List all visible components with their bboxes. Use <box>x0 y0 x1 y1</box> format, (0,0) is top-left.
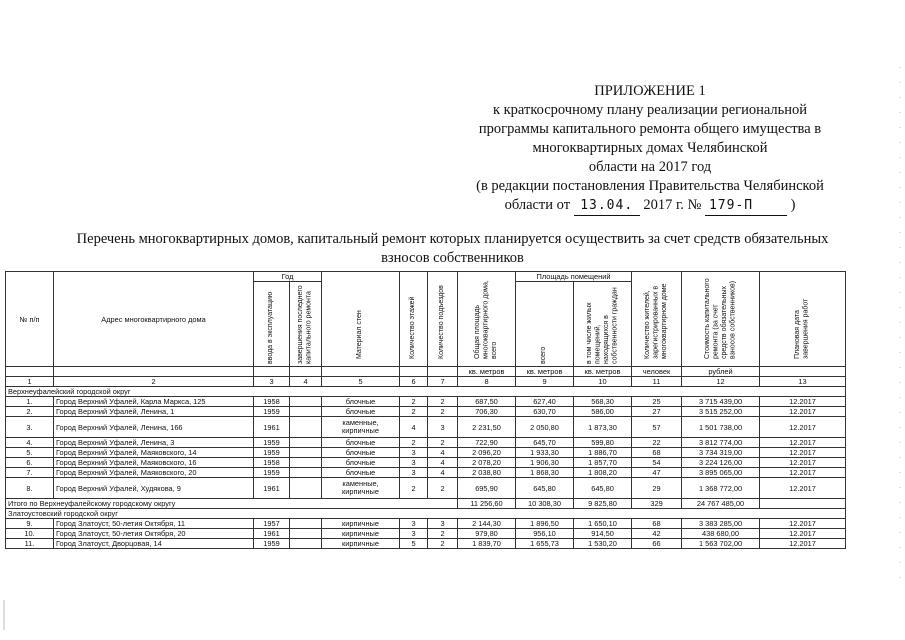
row-residents: 68 <box>632 519 682 529</box>
row-area-total: 2 144,30 <box>458 519 516 529</box>
unit-rubles: рублей <box>682 367 760 377</box>
row-year-built: 1959 <box>254 438 290 448</box>
row-area-all: 627,40 <box>516 397 574 407</box>
row-address: Город Златоуст, Дворцовая, 14 <box>54 539 254 549</box>
col-header-date: Плановая дата завершения работ <box>760 272 846 367</box>
table-row <box>6 478 846 499</box>
row-wall-material: блочные <box>322 448 400 458</box>
row-cost: 3 812 774,00 <box>682 438 760 448</box>
row-year-built: 1961 <box>254 417 290 438</box>
table-row <box>6 458 846 468</box>
row-floors: 3 <box>400 529 428 539</box>
row-address: Город Верхний Уфалей, Ленина, 3 <box>54 438 254 448</box>
row-entrances: 3 <box>428 519 458 529</box>
row-year-repair <box>290 417 322 438</box>
row-year-repair <box>290 468 322 478</box>
row-date: 12.2017 <box>760 539 846 549</box>
row-entrances: 2 <box>428 529 458 539</box>
table-row <box>6 539 846 549</box>
row-area-total: 2 096,20 <box>458 448 516 458</box>
col-group-area: Площадь помещений <box>516 272 632 282</box>
district-name: Златоустовский городской округ <box>6 509 846 519</box>
row-year-repair <box>290 519 322 529</box>
row-date: 12.2017 <box>760 529 846 539</box>
row-address: Город Верхний Уфалей, Маяковского, 20 <box>54 468 254 478</box>
row-cost: 3 734 319,00 <box>682 448 760 458</box>
row-area-all: 645,80 <box>516 478 574 499</box>
row-wall-material: блочные <box>322 458 400 468</box>
row-wall-material: кирпичные <box>322 539 400 549</box>
row-floors: 4 <box>400 417 428 438</box>
row-residents: 27 <box>632 407 682 417</box>
row-year-repair <box>290 529 322 539</box>
row-date: 12.2017 <box>760 438 846 448</box>
row-entrances: 2 <box>428 438 458 448</box>
row-cost: 3 715 439,00 <box>682 397 760 407</box>
row-cost: 1 501 738,00 <box>682 417 760 438</box>
row-entrances: 2 <box>428 478 458 499</box>
row-area-all: 630,70 <box>516 407 574 417</box>
row-floors: 2 <box>400 438 428 448</box>
table-row <box>6 438 846 448</box>
row-floors: 2 <box>400 397 428 407</box>
row-area-resid: 645,80 <box>574 478 632 499</box>
row-residents: 57 <box>632 417 682 438</box>
scan-margin-noise <box>3 600 5 630</box>
row-number: 5. <box>6 448 54 458</box>
row-number: 6. <box>6 458 54 468</box>
row-cost: 3 224 126,00 <box>682 458 760 468</box>
row-residents: 54 <box>632 458 682 468</box>
total-cost: 24 767 485,00 <box>682 499 760 509</box>
appendix-line: к краткосрочному плану реализации региональной <box>492 102 808 118</box>
row-residents: 29 <box>632 478 682 499</box>
row-date: 12.2017 <box>760 458 846 468</box>
unit-people: человек <box>632 367 682 377</box>
houses-table-body <box>6 387 846 549</box>
row-number: 7. <box>6 468 54 478</box>
index-cell: 5 <box>322 377 400 387</box>
row-year-repair <box>290 539 322 549</box>
row-entrances: 2 <box>428 397 458 407</box>
decree-number: 179-П <box>708 198 754 213</box>
row-area-total: 695,90 <box>458 478 516 499</box>
row-year-built: 1959 <box>254 407 290 417</box>
index-cell: 11 <box>632 377 682 387</box>
row-entrances: 2 <box>428 407 458 417</box>
total-label: Итого по Верхнеуфалейскому городскому округу <box>6 499 458 509</box>
appendix-line: многоквартирных домах Челябинской <box>532 140 768 156</box>
row-area-total: 979,80 <box>458 529 516 539</box>
appendix-line: (в редакции постановления Правительства Челябинской <box>476 178 824 194</box>
row-wall-material: блочные <box>322 407 400 417</box>
index-cell: 2 <box>54 377 254 387</box>
row-wall-material: блочные <box>322 397 400 407</box>
row-year-repair <box>290 438 322 448</box>
row-entrances: 4 <box>428 458 458 468</box>
date-suffix: ) <box>790 197 796 213</box>
table-row <box>6 407 846 417</box>
row-number: 9. <box>6 519 54 529</box>
row-area-all: 1 868,30 <box>516 468 574 478</box>
row-date: 12.2017 <box>760 468 846 478</box>
row-date: 12.2017 <box>760 448 846 458</box>
row-date: 12.2017 <box>760 407 846 417</box>
table-row <box>6 448 846 458</box>
index-row <box>6 377 846 387</box>
row-floors: 5 <box>400 539 428 549</box>
row-residents: 42 <box>632 529 682 539</box>
row-cost: 3 383 285,00 <box>682 519 760 529</box>
row-number: 4. <box>6 438 54 448</box>
table-row <box>6 529 846 539</box>
row-area-resid: 1 873,30 <box>574 417 632 438</box>
row-floors: 3 <box>400 458 428 468</box>
list-title-line2: взносов собственников <box>381 250 524 266</box>
row-year-built: 1961 <box>254 529 290 539</box>
col-header-area-total: Общая площадь многоквартирного дома, всего <box>458 272 516 367</box>
col-header-year-repair: завершения последнего капитального ремонта <box>290 282 322 367</box>
row-area-total: 722,90 <box>458 438 516 448</box>
row-entrances: 2 <box>428 539 458 549</box>
col-header-area-resid: в том числе жилых помещений, находящихся в собственности граждан <box>574 282 632 367</box>
row-address: Город Златоуст, 50-летия Октября, 11 <box>54 519 254 529</box>
total-row <box>6 499 846 509</box>
appendix-date-line <box>430 196 870 216</box>
houses-table <box>5 271 846 549</box>
total-area-all: 10 308,30 <box>516 499 574 509</box>
row-number: 1. <box>6 397 54 407</box>
appendix-header <box>430 82 870 216</box>
scan-margin-noise <box>899 60 901 580</box>
unit-area-total: кв. метров <box>458 367 516 377</box>
row-wall-material: каменные, кирпичные <box>322 478 400 499</box>
index-cell: 1 <box>6 377 54 387</box>
row-year-repair <box>290 478 322 499</box>
row-floors: 3 <box>400 468 428 478</box>
row-area-total: 1 839,70 <box>458 539 516 549</box>
unit-area-all: кв. метров <box>516 367 574 377</box>
list-title <box>0 230 905 268</box>
row-area-total: 2 231,50 <box>458 417 516 438</box>
row-area-resid: 1 808,20 <box>574 468 632 478</box>
row-area-total: 2 038,80 <box>458 468 516 478</box>
row-cost: 438 680,00 <box>682 529 760 539</box>
row-area-total: 687,50 <box>458 397 516 407</box>
total-residents: 329 <box>632 499 682 509</box>
appendix-line: области на 2017 год <box>588 159 712 175</box>
row-cost: 3 515 252,00 <box>682 407 760 417</box>
row-address: Город Верхний Уфалей, Худякова, 9 <box>54 478 254 499</box>
row-area-resid: 599,80 <box>574 438 632 448</box>
total-area: 11 256,60 <box>458 499 516 509</box>
row-year-repair <box>290 458 322 468</box>
row-residents: 25 <box>632 397 682 407</box>
col-header-area-all: всего <box>516 282 574 367</box>
index-cell: 12 <box>682 377 760 387</box>
row-number: 11. <box>6 539 54 549</box>
row-address: Город Верхний Уфалей, Маяковского, 16 <box>54 458 254 468</box>
row-residents: 22 <box>632 438 682 448</box>
row-address: Город Златоуст, 50-летия Октября, 20 <box>54 529 254 539</box>
col-header-residents: Количество жителей, зарегистрированных в многоквартирном доме <box>632 272 682 367</box>
row-area-resid: 568,30 <box>574 397 632 407</box>
row-entrances: 4 <box>428 468 458 478</box>
row-wall-material: блочные <box>322 438 400 448</box>
district-name: Верхнеуфалейский городской округ <box>6 387 846 397</box>
row-floors: 3 <box>400 519 428 529</box>
row-date: 12.2017 <box>760 397 846 407</box>
index-cell: 8 <box>458 377 516 387</box>
row-entrances: 3 <box>428 417 458 438</box>
row-cost: 3 895 065,00 <box>682 468 760 478</box>
index-cell: 9 <box>516 377 574 387</box>
row-year-built: 1958 <box>254 397 290 407</box>
row-address: Город Верхний Уфалей, Маяковского, 14 <box>54 448 254 458</box>
row-area-resid: 1 857,70 <box>574 458 632 468</box>
col-header-address: Адрес многоквартирного дома <box>54 272 254 367</box>
col-header-floors: Количество этажей <box>400 272 428 367</box>
index-cell: 4 <box>290 377 322 387</box>
row-area-resid: 1 530,20 <box>574 539 632 549</box>
appendix-title: ПРИЛОЖЕНИЕ 1 <box>594 83 706 99</box>
row-number: 10. <box>6 529 54 539</box>
row-residents: 47 <box>632 468 682 478</box>
col-header-entrances: Количество подъездов <box>428 272 458 367</box>
index-cell: 10 <box>574 377 632 387</box>
table-row <box>6 519 846 529</box>
row-number: 2. <box>6 407 54 417</box>
row-area-total: 706,30 <box>458 407 516 417</box>
row-year-repair <box>290 397 322 407</box>
col-header-wall: Материал стен <box>322 272 400 367</box>
row-area-all: 645,70 <box>516 438 574 448</box>
row-address: Город Верхний Уфалей, Карла Маркса, 125 <box>54 397 254 407</box>
index-cell: 13 <box>760 377 846 387</box>
row-year-built: 1961 <box>254 478 290 499</box>
row-year-built: 1957 <box>254 519 290 529</box>
row-wall-material: кирпичные <box>322 519 400 529</box>
row-wall-material: каменные, кирпичные <box>322 417 400 438</box>
col-group-year: Год <box>254 272 322 282</box>
row-area-all: 1 655,73 <box>516 539 574 549</box>
row-date: 12.2017 <box>760 519 846 529</box>
row-area-total: 2 078,20 <box>458 458 516 468</box>
row-date: 12.2017 <box>760 417 846 438</box>
row-area-resid: 1 650,10 <box>574 519 632 529</box>
list-title-line1: Перечень многоквартирных домов, капитальный ремонт которых планируется осуществить за счет средств обязательных <box>76 231 829 247</box>
row-residents: 66 <box>632 539 682 549</box>
row-number: 8. <box>6 478 54 499</box>
row-floors: 2 <box>400 407 428 417</box>
row-cost: 1 563 702,00 <box>682 539 760 549</box>
col-header-cost: Стоимость капитального ремонта (за счет средств обязательных взносов собственников) <box>682 272 760 367</box>
col-header-num: № п/п <box>6 272 54 367</box>
row-year-repair <box>290 407 322 417</box>
date-mid: 2017 г. № <box>643 197 702 213</box>
decree-date-field <box>574 196 640 216</box>
decree-number-field <box>705 196 787 216</box>
row-floors: 3 <box>400 448 428 458</box>
row-floors: 2 <box>400 478 428 499</box>
row-area-all: 1 906,30 <box>516 458 574 468</box>
district-row <box>6 387 846 397</box>
table-row <box>6 397 846 407</box>
row-date: 12.2017 <box>760 478 846 499</box>
row-area-all: 956,10 <box>516 529 574 539</box>
total-date <box>760 499 846 509</box>
row-area-all: 2 050,80 <box>516 417 574 438</box>
row-year-built: 1959 <box>254 539 290 549</box>
row-number: 3. <box>6 417 54 438</box>
row-area-resid: 586,00 <box>574 407 632 417</box>
row-cost: 1 368 772,00 <box>682 478 760 499</box>
table-row <box>6 417 846 438</box>
index-cell: 3 <box>254 377 290 387</box>
row-area-resid: 914,50 <box>574 529 632 539</box>
row-year-repair <box>290 448 322 458</box>
row-wall-material: кирпичные <box>322 529 400 539</box>
decree-date: 13.04. <box>580 198 634 213</box>
row-entrances: 4 <box>428 448 458 458</box>
table-row <box>6 468 846 478</box>
row-address: Город Верхний Уфалей, Ленина, 1 <box>54 407 254 417</box>
row-area-resid: 1 886,70 <box>574 448 632 458</box>
appendix-line: программы капитального ремонта общего имущества в <box>478 121 822 137</box>
row-address: Город Верхний Уфалей, Ленина, 166 <box>54 417 254 438</box>
index-cell: 7 <box>428 377 458 387</box>
total-area-resid: 9 825,80 <box>574 499 632 509</box>
row-area-all: 1 933,30 <box>516 448 574 458</box>
row-year-built: 1958 <box>254 458 290 468</box>
row-year-built: 1959 <box>254 468 290 478</box>
row-residents: 68 <box>632 448 682 458</box>
col-header-year-built: ввода в эксплуатацию <box>254 282 290 367</box>
row-area-all: 1 896,50 <box>516 519 574 529</box>
unit-area-resid: кв. метров <box>574 367 632 377</box>
index-cell: 6 <box>400 377 428 387</box>
district-row <box>6 509 846 519</box>
date-prefix: области от <box>504 197 571 213</box>
row-wall-material: блочные <box>322 468 400 478</box>
row-year-built: 1959 <box>254 448 290 458</box>
